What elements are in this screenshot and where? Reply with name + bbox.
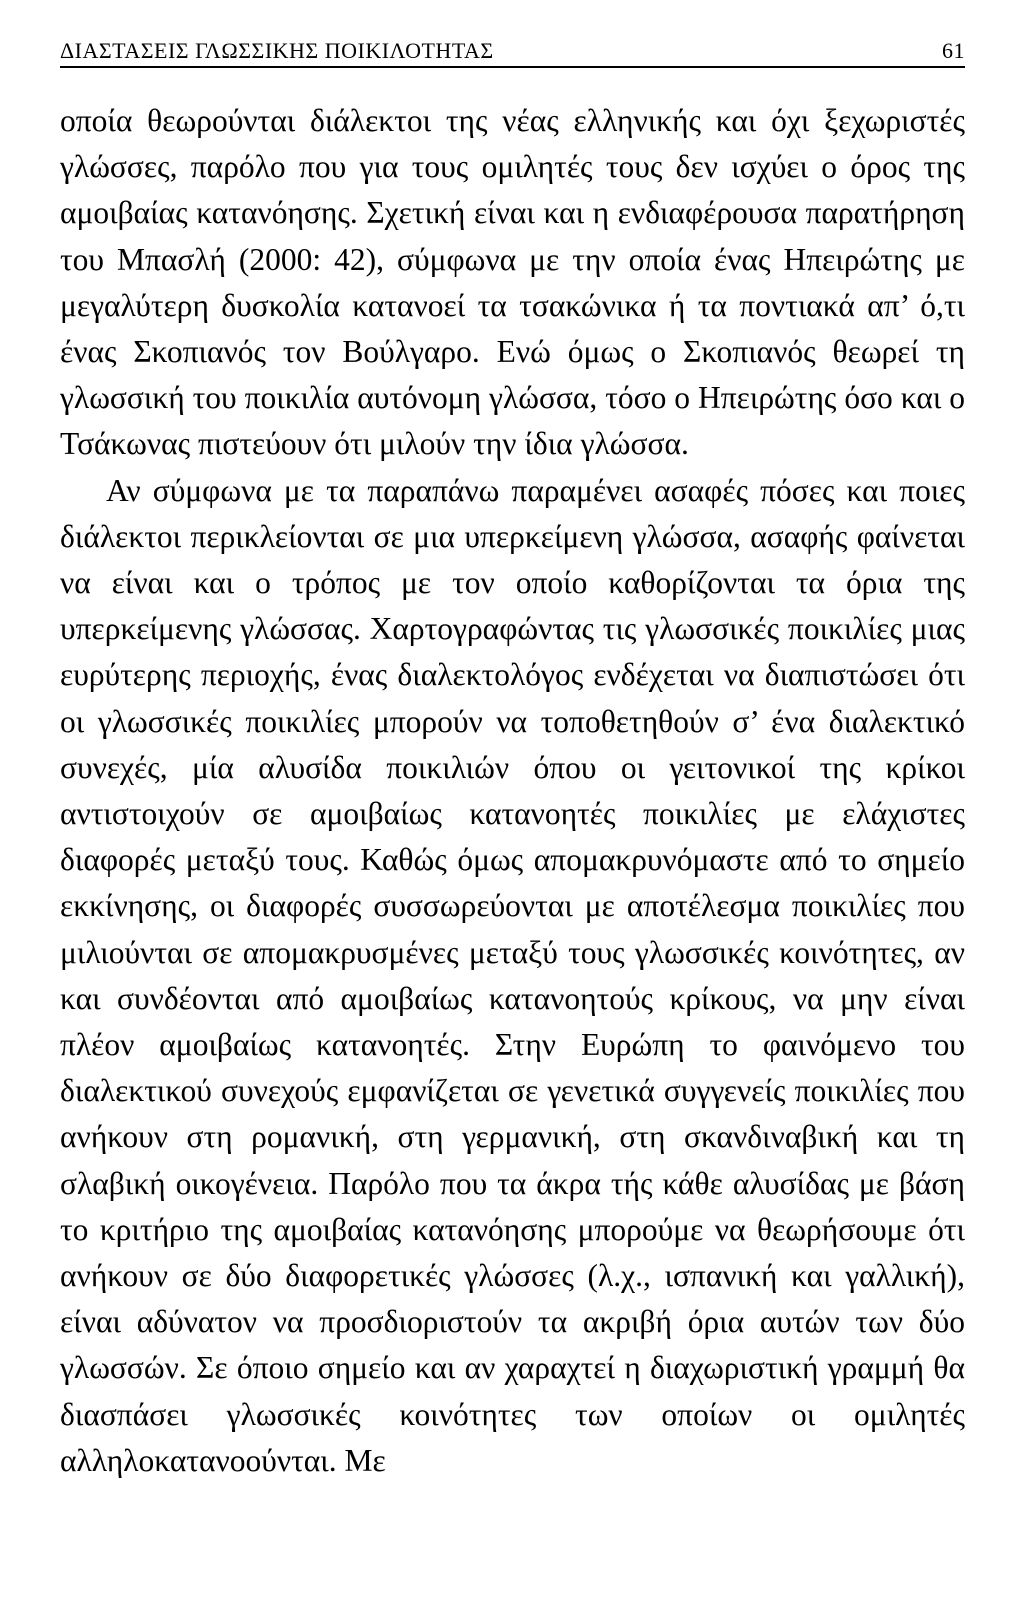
paragraph-1: οποία θεωρούνται διάλεκτοι της νέας ελληνικής και όχι ξεχωριστές γλώσσες, παρόλο που για τους ομιλητές τους δεν ισχύει ο όρος της αμοιβαίας κατανόησης. Σχετική είναι και η ενδιαφέρουσα παρατήρηση του Μπασλή (2000: 42), σύμφωνα με την οποία ένας Ηπειρώτης με μεγαλύτερη δυσκολία κατανοεί τα τσακώνικα ή τα ποντιακά απ’ ό,τι ένας Σκοπιανός τον Βούλγαρο. Ενώ όμως ο Σκοπιανός θεωρεί τη γλωσσική του ποικιλία αυτόνομη γλώσσα, τόσο ο Ηπειρώτης όσο και ο Τσάκωνας πιστεύουν ότι μιλούν την ίδια γλώσσα. [60,103,965,462]
page-number: 61 [942,38,965,63]
running-head [60,38,965,68]
paragraph-2: Αν σύμφωνα με τα παραπάνω παραμένει ασαφές πόσες και ποιες διάλεκτοι περικλείονται σε μια υπερκείμενη γλώσσα, ασαφής φαίνεται να είναι και ο τρόπος με τον οποίο καθορίζονται τα όρια της υπερκείμενης γλώσσας. Χαρτογραφώντας τις γλωσσικές ποικιλίες μιας ευρύτερης περιοχής, ένας διαλεκτολόγος ενδέχεται να διαπιστώσει ότι οι γλωσσικές ποικιλίες μπορούν να τοποθετηθούν σ’ ένα διαλεκτικό συνεχές, μία αλυσίδα ποικιλιών όπου οι γειτονικοί της κρίκοι αντιστοιχούν σε αμοιβαίως κατανοητές ποικιλίες με ελάχιστες διαφορές μεταξύ τους. Καθώς όμως απομακρυνόμαστε από το σημείο εκκίνησης, οι διαφορές συσσωρεύονται με αποτέλεσμα ποικιλίες που μιλιούνται σε απομακρυσμένες μεταξύ τους γλωσσικές κοινότητες, αν και συνδέονται από αμοιβαίως κατανοητούς κρίκους, να μην είναι πλέον αμοιβαίως κατανοητές. Στην Ευρώπη το φαινόμενο του διαλεκτικού συνεχούς εμφανίζεται σε γενετικά συγγενείς ποικιλίες που ανήκουν στη ρομανική, στη γερμανική, στη σκανδιναβική και τη σλαβική οικογένεια. Παρόλο που τα άκρα τής κάθε αλυσίδας με βάση το κριτήριο της αμοιβαίας κατανόησης μπορούμε να θεωρήσουμε ότι ανήκουν σε δύο διαφορετικές γλώσσες (λ.χ., ισπανική και γαλλική), είναι αδύνατον να προσδιοριστούν τα ακριβή όρια αυτών των δύο γλωσσών. Σε όποιο σημείο και αν χαραχτεί η διαχωριστική γραμμή θα διασπάσει γλωσσικές κοινότητες των οποίων οι ομιλητές αλληλοκατανοούνται. Με [60,472,965,1478]
book-page [60,38,965,1484]
body-text [60,98,965,1484]
running-head-title: ΔΙΑΣΤΑΣΕΙΣ ΓΛΩΣΣΙΚΗΣ ΠΟΙΚΙΛΟΤΗΤΑΣ [60,38,494,63]
